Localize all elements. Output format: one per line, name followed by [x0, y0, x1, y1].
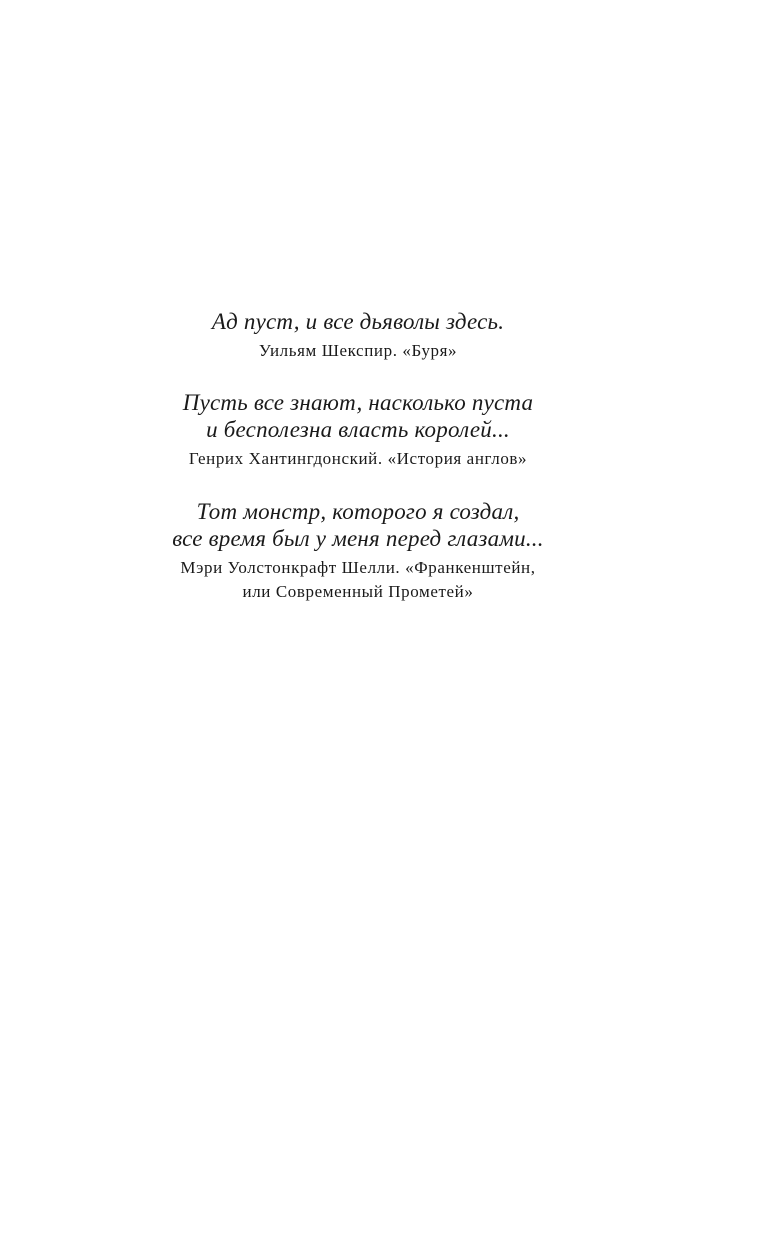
epigraph-source — [0, 447, 716, 471]
quote-line: все время был у меня перед глазами... — [172, 526, 544, 551]
source-line: Уильям Шекспир. «Буря» — [258, 341, 458, 360]
quote-line: Пусть все знают, насколько пуста — [182, 390, 534, 415]
epigraph-quote — [0, 498, 716, 552]
epigraph-shakespeare — [0, 308, 716, 363]
source-line: Генрих Хантингдонский. «История англов» — [188, 449, 528, 468]
source-line: или Современный Прометей» — [242, 582, 474, 601]
quote-line: и бесполезна власть королей... — [206, 417, 510, 442]
epigraph-source — [0, 339, 716, 363]
epigraph-shelley — [0, 498, 716, 604]
epigraph-huntingdon — [0, 389, 716, 471]
epigraph-quote — [0, 308, 716, 335]
epigraph-source — [0, 556, 716, 604]
epigraph-quote — [0, 389, 716, 443]
quote-line: Ад пуст, и все дьяволы здесь. — [211, 309, 505, 334]
source-line: Мэри Уолстонкрафт Шелли. «Франкенштейн, — [180, 558, 536, 577]
quote-line: Тот монстр, которого я создал, — [196, 499, 520, 524]
epigraphs — [0, 308, 716, 630]
